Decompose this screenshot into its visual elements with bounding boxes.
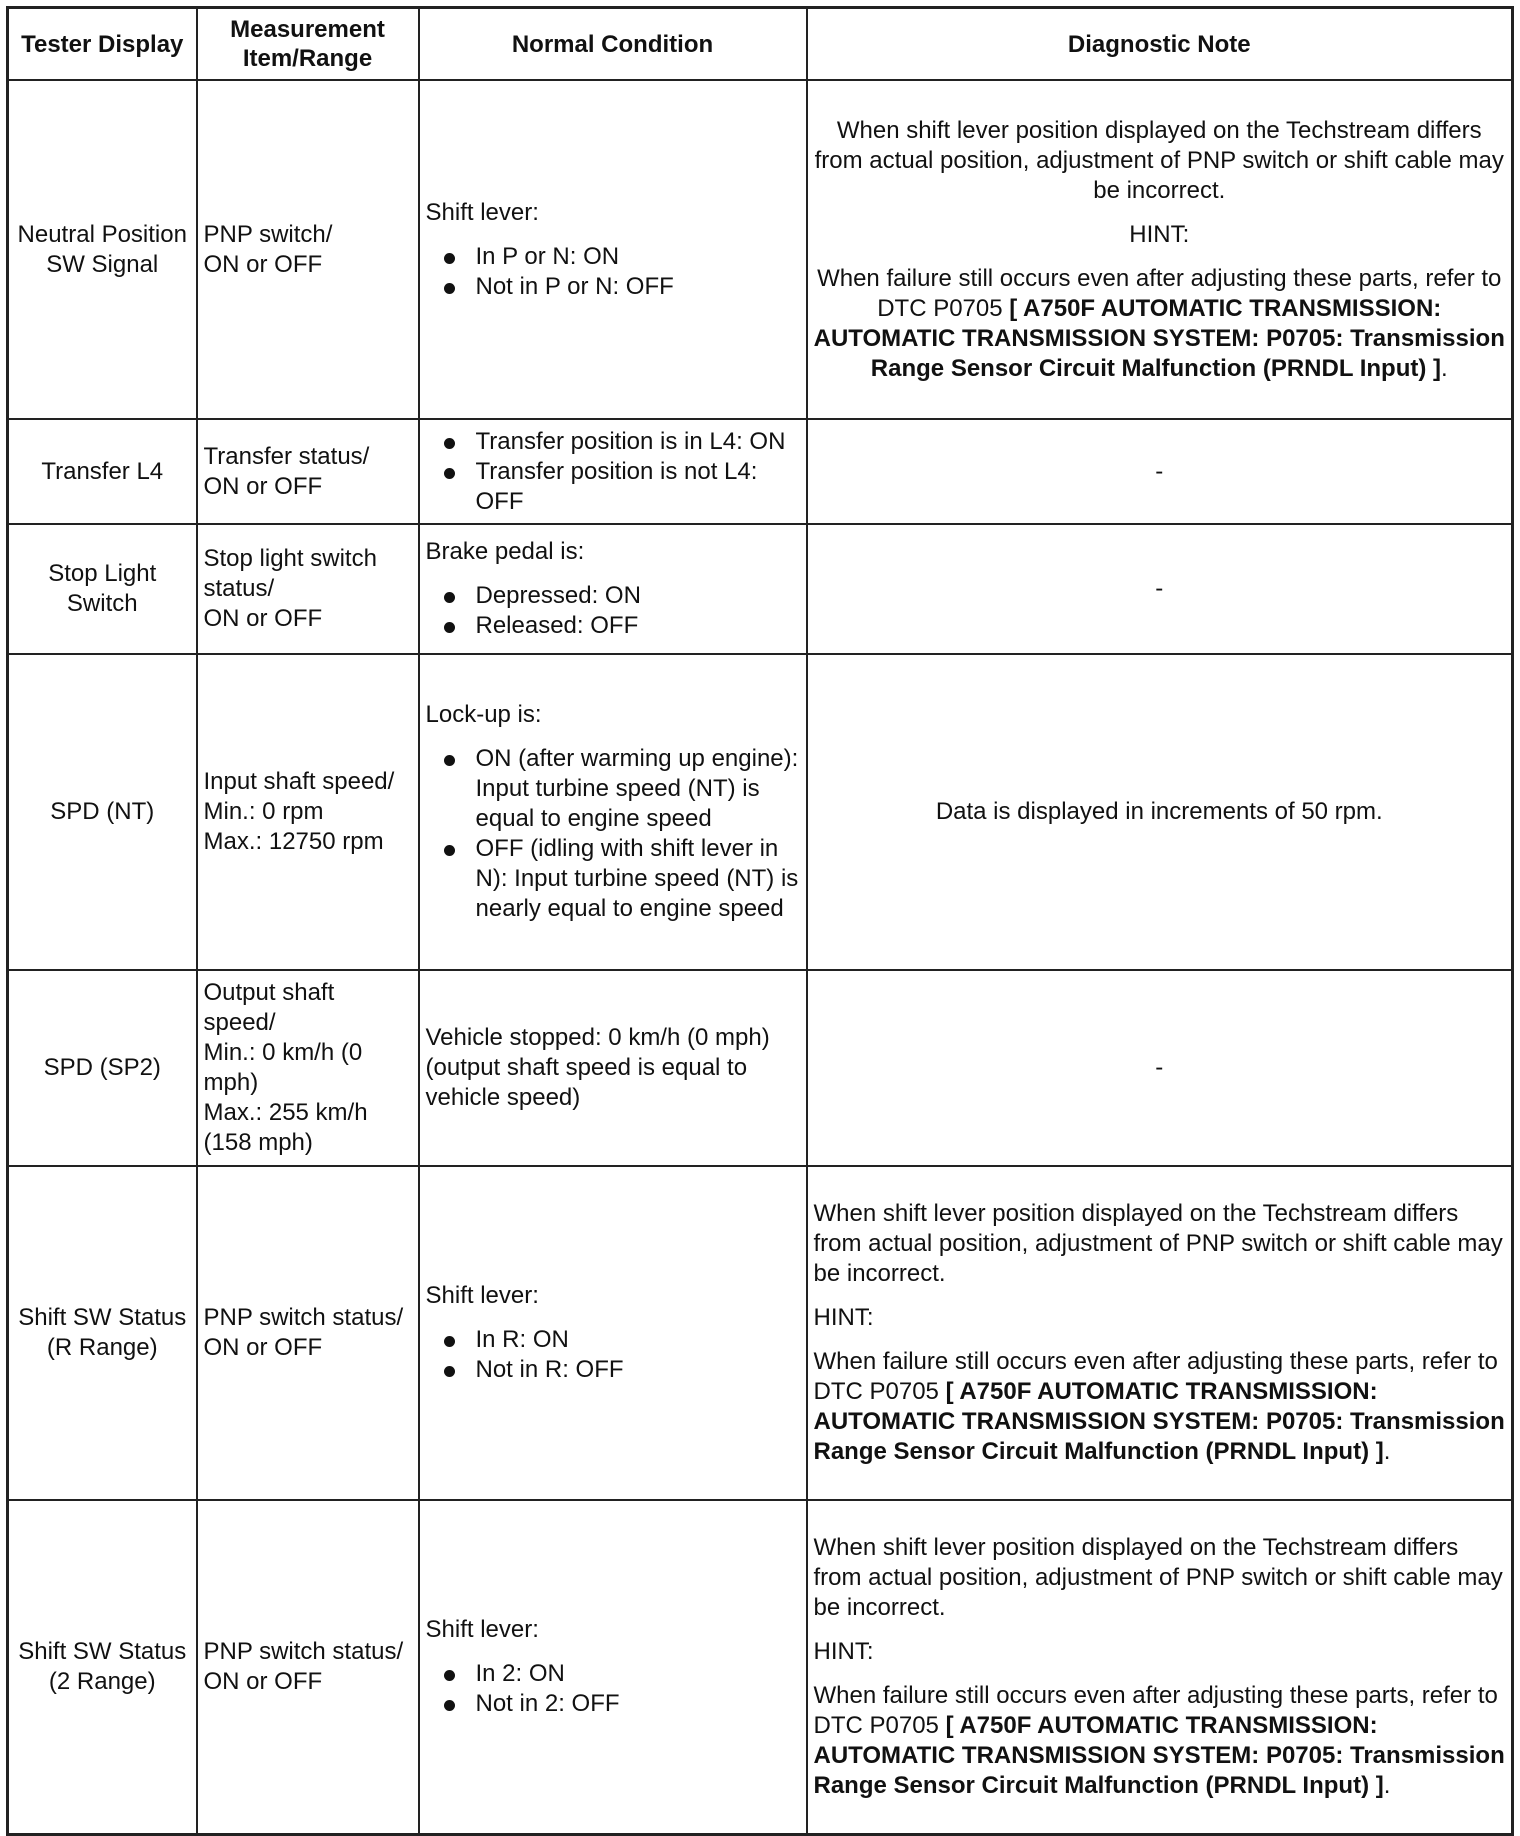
table-row <box>8 419 1513 524</box>
tester-display-cell: Shift SW Status (2 Range) <box>8 1500 197 1835</box>
condition-bullet: In 2: ON <box>426 1659 800 1689</box>
condition-bullet: In R: ON <box>426 1325 800 1355</box>
condition-list <box>426 242 800 302</box>
condition-bullet: Transfer position is in L4: ON <box>426 427 800 457</box>
measurement-line: Stop light switch status/ <box>203 545 377 602</box>
condition-list <box>426 427 800 517</box>
document-page <box>6 6 1511 1836</box>
measurement-cell <box>197 654 419 970</box>
measurement-line: Transfer status/ <box>203 442 370 470</box>
note-text: When shift lever position displayed on the Techstream differs from actual position, adjustment of PNP switch or shift cable may be incorrect. <box>814 116 1504 204</box>
condition-intro: Lock-up is: <box>425 701 542 728</box>
note-hint: HINT: <box>1129 220 1190 248</box>
measurement-line: ON or OFF <box>203 1668 323 1695</box>
table-row <box>8 1166 1513 1500</box>
note-failure-suffix: . <box>1383 1772 1391 1799</box>
table-row <box>8 80 1513 419</box>
note-failure-text: When failure still occurs even after adjusting these parts, refer to DTC P0705 <box>813 1348 1498 1405</box>
condition-cell: Vehicle stopped: 0 km/h (0 mph) (output shaft speed is equal to vehicle speed) <box>419 970 807 1166</box>
condition-cell <box>419 1166 807 1500</box>
condition-cell <box>419 524 807 654</box>
data-list-table <box>6 6 1514 1836</box>
measurement-line: Min.: 0 km/h (0 mph) <box>203 1039 363 1096</box>
condition-list <box>426 581 800 641</box>
condition-bullet: Not in 2: OFF <box>426 1689 800 1719</box>
tester-display-cell: SPD (SP2) <box>8 970 197 1166</box>
note-cell: Data is displayed in increments of 50 rpm. <box>807 654 1513 970</box>
measurement-line: PNP switch status/ <box>203 1638 404 1665</box>
tester-display-cell: Neutral Position SW Signal <box>8 80 197 419</box>
condition-bullet: Not in P or N: OFF <box>426 272 800 302</box>
measurement-cell <box>197 524 419 654</box>
dtc-reference-link[interactable]: [ A750F AUTOMATIC TRANSMISSION: AUTOMATIC TRANSMISSION SYSTEM: P0705: Transmission Range Sensor Circuit Malfunction (PRNDL Input) ] <box>813 1378 1505 1465</box>
condition-bullet: Transfer position is not L4: OFF <box>426 457 800 517</box>
header-tester-display: Tester Display <box>8 8 197 81</box>
note-failure-text: When failure still occurs even after adjusting these parts, refer to DTC P0705 <box>813 1682 1498 1739</box>
measurement-line: PNP switch status/ <box>203 1304 404 1331</box>
measurement-line: Max.: 255 km/h (158 mph) <box>203 1099 368 1156</box>
measurement-line: Max.: 12750 rpm <box>203 828 384 855</box>
measurement-cell <box>197 970 419 1166</box>
condition-intro: Shift lever: <box>425 1282 539 1309</box>
note-failure-text: When failure still occurs even after adjusting these parts, refer to DTC P0705 <box>817 264 1502 322</box>
header-normal-condition: Normal Condition <box>419 8 807 81</box>
note-cell <box>807 1500 1513 1835</box>
condition-bullet: Released: OFF <box>426 611 800 641</box>
condition-list <box>426 744 800 924</box>
note-hint: HINT: <box>813 1638 874 1665</box>
note-cell: - <box>807 419 1513 524</box>
tester-display-cell: Stop Light Switch <box>8 524 197 654</box>
header-measurement: Measurement Item/Range <box>197 8 419 81</box>
condition-bullet: OFF (idling with shift lever in N): Input turbine speed (NT) is nearly equal to engine speed <box>426 834 800 924</box>
note-failure-suffix: . <box>1383 1438 1391 1465</box>
measurement-cell <box>197 80 419 419</box>
dtc-reference-link[interactable]: [ A750F AUTOMATIC TRANSMISSION: AUTOMATIC TRANSMISSION SYSTEM: P0705: Transmission Range Sensor Circuit Malfunction (PRNDL Input) ] <box>813 294 1505 382</box>
measurement-line: Input shaft speed/ <box>203 768 395 795</box>
condition-cell <box>419 654 807 970</box>
condition-bullet: Not in R: OFF <box>426 1355 800 1385</box>
condition-cell <box>419 419 807 524</box>
measurement-line: ON or OFF <box>203 1334 323 1361</box>
dtc-reference-link[interactable]: [ A750F AUTOMATIC TRANSMISSION: AUTOMATIC TRANSMISSION SYSTEM: P0705: Transmission Range Sensor Circuit Malfunction (PRNDL Input) ] <box>813 1712 1505 1799</box>
note-cell: - <box>807 524 1513 654</box>
condition-cell <box>419 1500 807 1835</box>
condition-bullet: ON (after warming up engine): Input turbine speed (NT) is equal to engine speed <box>426 744 800 834</box>
note-failure <box>814 1681 1506 1801</box>
condition-bullet: In P or N: ON <box>426 242 800 272</box>
note-cell <box>807 80 1513 419</box>
condition-list <box>426 1659 800 1719</box>
measurement-cell <box>197 1166 419 1500</box>
header-diagnostic-note: Diagnostic Note <box>807 8 1513 81</box>
note-text: When shift lever position displayed on the Techstream differs from actual position, adjustment of PNP switch or shift cable may be incorrect. <box>813 1200 1503 1287</box>
table-row <box>8 1500 1513 1835</box>
measurement-line: Min.: 0 rpm <box>203 798 324 825</box>
condition-intro: Shift lever: <box>425 198 539 226</box>
measurement-cell <box>197 1500 419 1835</box>
note-cell: - <box>807 970 1513 1166</box>
measurement-line: ON or OFF <box>203 605 323 632</box>
tester-display-cell: Transfer L4 <box>8 419 197 524</box>
tester-display-cell: SPD (NT) <box>8 654 197 970</box>
table-row <box>8 654 1513 970</box>
condition-list <box>426 1325 800 1385</box>
table-header-row <box>8 8 1513 81</box>
note-cell <box>807 1166 1513 1500</box>
measurement-line: PNP switch/ <box>203 220 333 248</box>
note-failure-suffix: . <box>1441 354 1448 382</box>
table-row <box>8 970 1513 1166</box>
measurement-line: ON or OFF <box>203 472 323 500</box>
table-row <box>8 524 1513 654</box>
condition-cell <box>419 80 807 419</box>
condition-bullet: Depressed: ON <box>426 581 800 611</box>
condition-intro: Shift lever: <box>425 1616 539 1643</box>
note-hint: HINT: <box>813 1304 874 1331</box>
note-failure <box>814 1347 1506 1467</box>
condition-intro: Brake pedal is: <box>425 538 585 565</box>
measurement-cell <box>197 419 419 524</box>
measurement-line: ON or OFF <box>203 250 323 278</box>
note-failure <box>814 264 1506 384</box>
measurement-line: Output shaft speed/ <box>203 979 335 1036</box>
note-text: When shift lever position displayed on the Techstream differs from actual position, adjustment of PNP switch or shift cable may be incorrect. <box>813 1534 1503 1621</box>
tester-display-cell: Shift SW Status (R Range) <box>8 1166 197 1500</box>
